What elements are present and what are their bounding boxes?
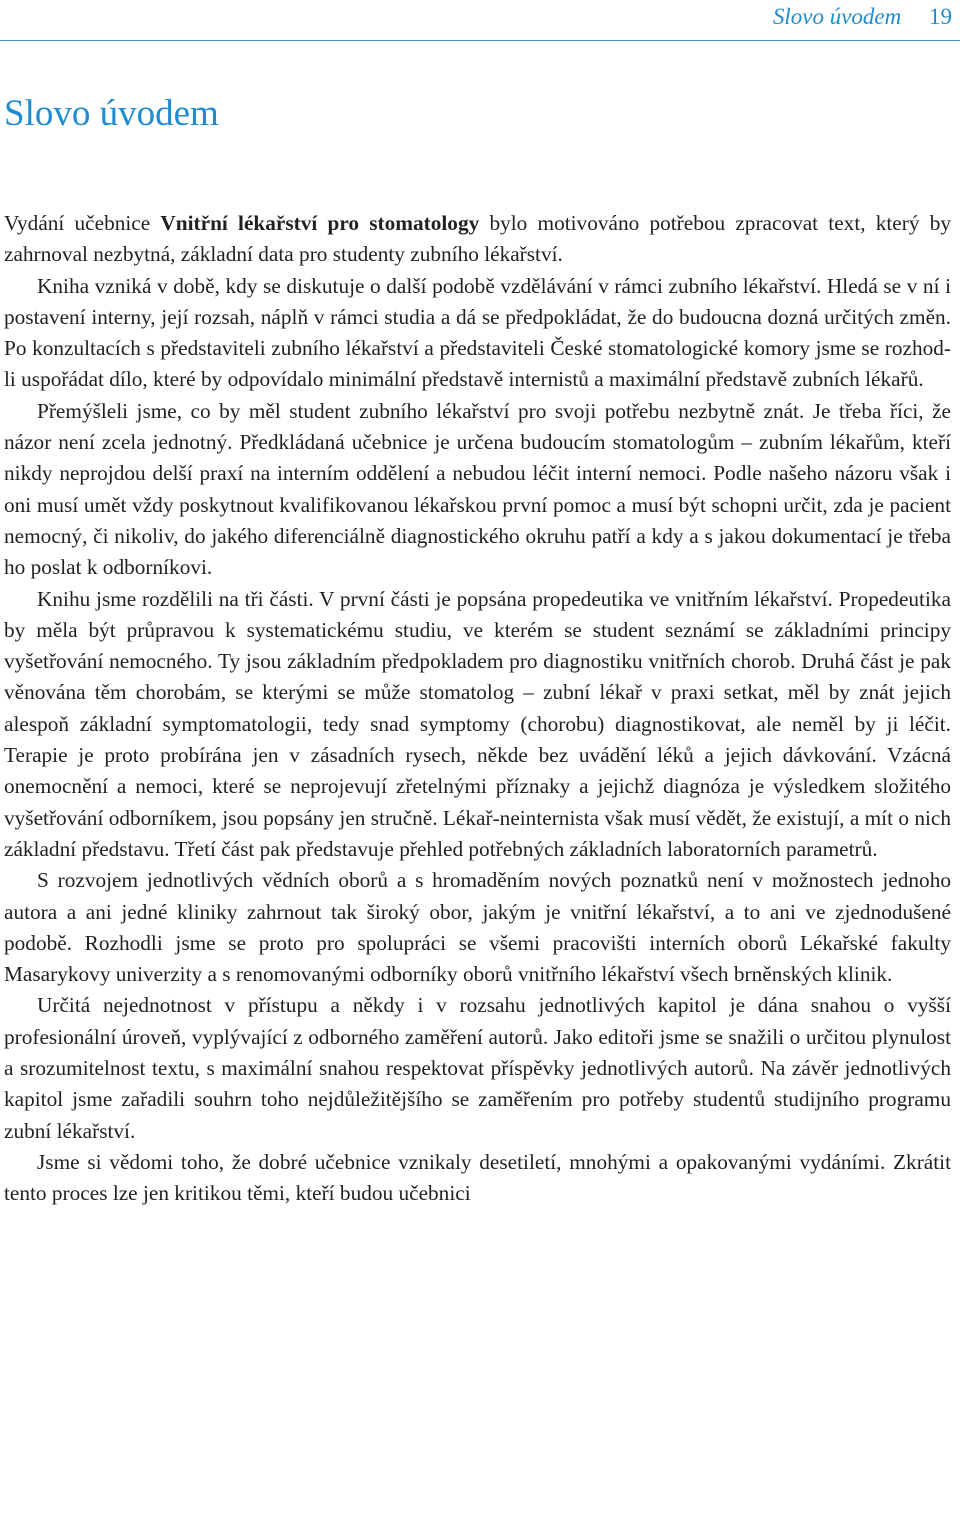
chapter-title: Slovo úvodem — [4, 93, 219, 134]
paragraph-intro-tail: bylo motivováno potřebou zpracovat text, který by zahrnoval nezbytná, základní data pro studenty zubního lékařství. — [4, 211, 951, 267]
paragraph: S rozvojem jednotlivých vědních oborů a s hromaděním nových poznatků není v možnostech jednoho autora a ani jedné kliniky zahrnout tak široký obor, jakým je vnitřní lékařství, a to ani ve zjednodušené podobě. Rozhodli jsme se proto pro spolupráci se všemi pracovišti interních oborů Lékařské fakulty Masarykovy univerzity a s renomovanými odborníky oborů vnitřního lékařství všech brněnských klinik. — [4, 868, 951, 987]
header-rule — [0, 40, 960, 41]
page-number: 19 — [929, 4, 952, 29]
paragraph-intro — [4, 208, 951, 271]
paragraph: Jsme si vědomi toho, že dobré učebnice vznikaly desetiletí, mnohými a opakovanými vydáními. Zkrátit tento proces lze jen kritikou těmi, kteří budou učebnici — [4, 1149, 951, 1206]
paragraph: Určitá nejednotnost v přístupu a někdy i v rozsahu jednotlivých kapitol je dána snahou o vyšší profesionální úroveň, vyplývající z odborného zaměření autorů. Jako editoři jsme se snažili o určitou plynulost a srozumitelnost textu, s maximální snahou respektovat příspěvky jednotlivých autorů. Na závěr jednotlivých kapitol jsme zařadili souhrn toho nejdůležitějšího se zaměřením pro potřeby studentů studijního programu zubní lékařství. — [4, 993, 951, 1143]
running-title: Slovo úvodem — [772, 4, 902, 29]
paragraph-intro-lead: Vydání učebnice — [4, 211, 161, 235]
running-head — [773, 4, 952, 30]
paragraph: Přemýšleli jsme, co by měl student zubního lékařství pro svoji potřebu nezbytně znát. Je třeba říci, že názor není zcela jednotný. Předkládaná učebnice je určena budoucím stomatologům – zubním lékařům, kteří nikdy neprojdou delší praxí na interním oddělení a nebudou léčit interní nemoci. Podle našeho názoru však i oni musí umět vždy poskytnout kvalifikovanou lékařskou první pomoc a musí být schopni určit, zda je pacient nemocný, či nikoliv, do jakého diferenciálně diagnostického okruhu patří a kdy a s jakou dokumentací je třeba ho poslat k odborníkovi. — [4, 398, 951, 580]
paragraph: Kniha vzniká v době, kdy se diskutuje o další podobě vzdělávání v rámci zubního lékařství. Hledá se v ní i postavení interny, její rozsah, náplň v rámci studia a dá se předpokládat, že do budoucna dozná určitých změn. Po konzultacích s představiteli zubního lékařství a představiteli České stomatologické komory jsme se rozhodli uspořádat dílo, které by odpovídalo minimální představě internistů a maximální představě zubních lékařů. — [4, 273, 951, 392]
body-text — [4, 208, 951, 1210]
paragraph: Knihu jsme rozdělili na tři části. V první části je popsána propedeutika ve vnitřním lékařství. Propedeutika by měla být průpravou k systematickému studiu, ve kterém se student seznámí se základními principy vyšetřování nemocného. Ty jsou základním předpokladem pro diagnostiku vnitřních chorob. Druhá část je pak věnována těm chorobám, se kterými se může stomatolog – zubní lékař v praxi setkat, měl by znát jejich alespoň základní symptomatologii, tedy snad symptomy (chorobu) diagnostikovat, ale neměl by ji léčit. Terapie je proto probírána jen v zásadních rysech, někde bez uvádění léků a jejich dávkování. Vzácná onemocnění a nemoci, které se neprojevují zřetelnými příznaky a jejichž diagnóza je výsledkem složitého vyšetřování odborníkem, jsou popsány jen stručně. Lékař-neinternista však musí vědět, že existují, a mít o nich základní představu. Třetí část pak představuje přehled potřebných základních laboratorních parametrů. — [4, 586, 951, 861]
book-title-bold: Vnitřní lékařství pro stomatology — [160, 211, 480, 235]
